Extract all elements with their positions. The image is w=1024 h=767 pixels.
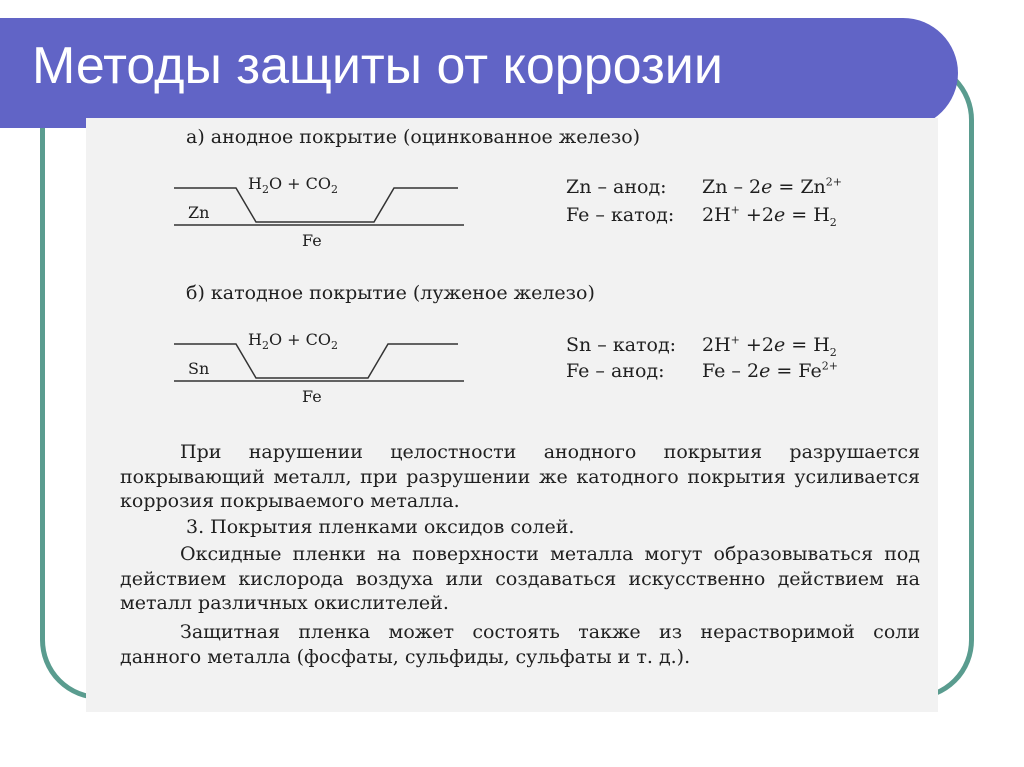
paragraph-salt-film: Защитная пленка может состоять также из нерастворимой соли данного металла (фосфаты, сульфиды, сульфаты и т. д.). xyxy=(120,621,920,668)
cathodic-eq-2 xyxy=(566,360,838,382)
anodic-base-label: Fe xyxy=(302,231,322,250)
scanned-page xyxy=(86,118,938,712)
anodic-heading: а) анодное покрытие (оцинкованное железо) xyxy=(186,126,641,148)
cathodic-eq-1-label: Sn – катод: xyxy=(566,334,677,357)
cathodic-diagram xyxy=(174,326,474,406)
anodic-env-label: $H_2O + CO_2$ xyxy=(248,174,339,197)
anodic-eq-2-label: Fe – катод: xyxy=(566,204,675,227)
cathodic-eq-1 xyxy=(566,334,837,359)
paragraph-oxide-films: Оксидные пленки на поверхности металла могут образовываться под действием кислорода воздуха или создаваться искусственно действием на металл различных окислителей. xyxy=(120,543,920,614)
anodic-eq-2-reaction: $2H^+ +2e = H_2$ xyxy=(702,204,837,230)
cathodic-eq-2-label: Fe – анод: xyxy=(566,360,665,383)
section-3-heading: 3. Покрытия пленками оксидов солей. xyxy=(186,516,575,538)
anodic-eq-2 xyxy=(566,204,837,229)
cathodic-eq-1-reaction: $2H^+ +2e = H_2$ xyxy=(702,334,837,360)
anodic-eq-1 xyxy=(566,176,842,198)
cathodic-env-label: $H_2O + CO_2$ xyxy=(248,330,339,353)
cathodic-eq-2-reaction: $Fe - 2e = Fe^{2+}$ xyxy=(702,360,838,383)
anodic-eq-1-label: Zn – анод: xyxy=(566,176,667,199)
paragraph-coating-damage: При нарушении целостности анодного покрытия разрушается покрывающий металл, при разрушении же катодного покрытия усиливается коррозия покрываемого металла. xyxy=(120,441,920,512)
anodic-diagram xyxy=(174,170,474,250)
slide-title: Методы защиты от коррозии xyxy=(32,37,723,95)
cathodic-coating-label: Sn xyxy=(188,359,210,378)
anodic-coating-label: Zn xyxy=(188,203,210,222)
anodic-eq-1-reaction: $Zn - 2e = Zn^{2+}$ xyxy=(702,176,843,199)
cathodic-heading: б) катодное покрытие (луженое железо) xyxy=(186,282,595,304)
cathodic-base-label: Fe xyxy=(302,387,322,406)
